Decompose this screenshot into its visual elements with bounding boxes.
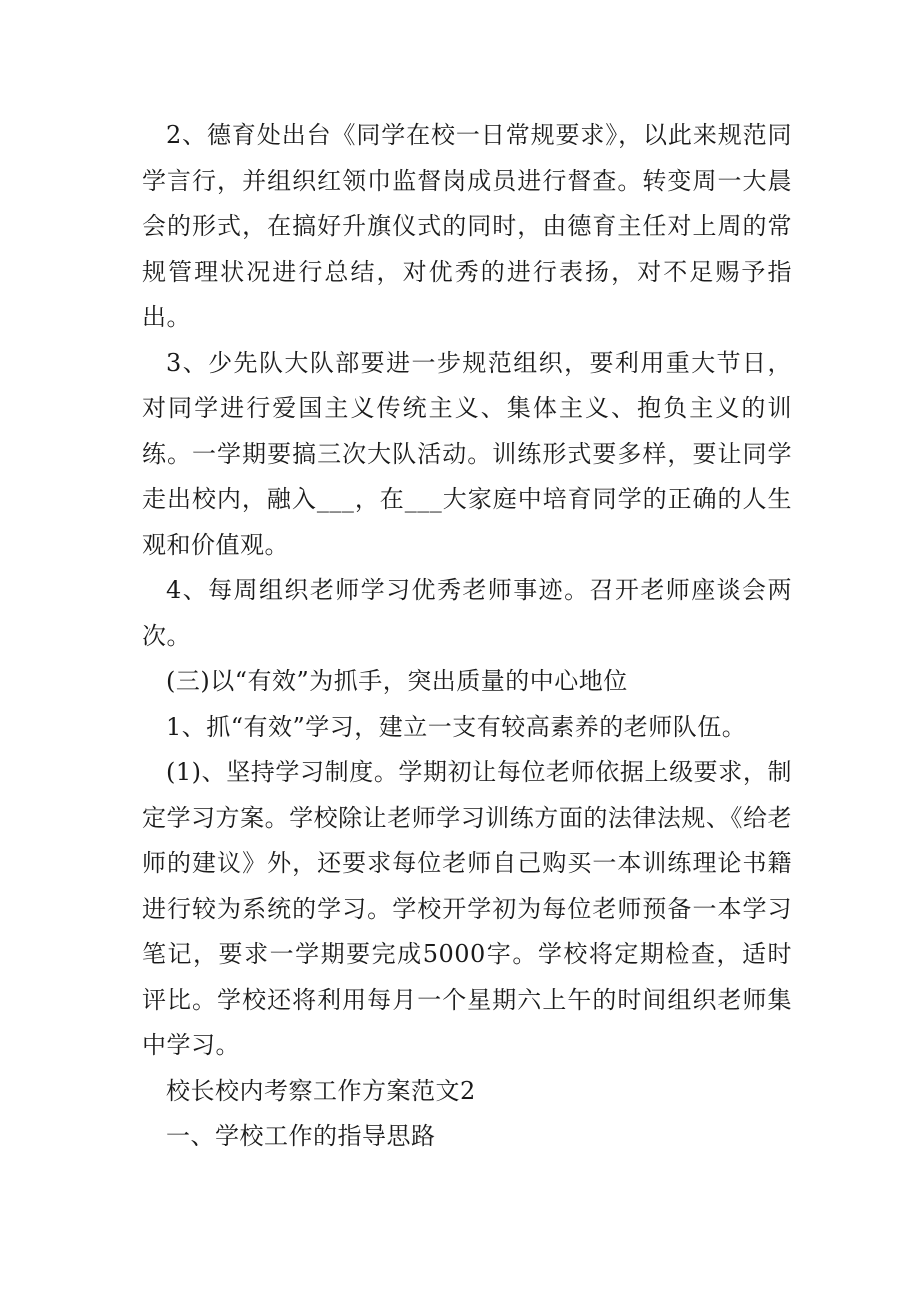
section-heading-guiding-ideas: 一、学校工作的指导思路 xyxy=(166,1122,436,1150)
paragraph-study-system: (1)、坚持学习制度。学期初让每位老师依据上级要求，制定学习方案。学校除让老师学习训练方面的法律法规、《给老师的建议》外，还要求每位老师自己购买一本训练理论书籍进行较为系统的学习。学校开学初为每位老师预备一本学习笔记，要求一学期要完成5000字。学校将定期检查，适时评比。学校还将利用每月一个星期六上午的时间组织老师集中学习。 xyxy=(142,758,792,1059)
document-title-sample-2: 校长校内考察工作方案范文2 xyxy=(166,1076,476,1105)
paragraph-young-pioneers: 3、少先队大队部要进一步规范组织，要利用重大节日，对同学进行爱国主义传统主义、集体主义、抱负主义的训练。一学期要搞三次大队活动。训练形式要多样，要让同学走出校内，融入___，在___大家庭中培育同学的正确的人生观和价值观。 xyxy=(142,348,792,559)
document-body xyxy=(142,113,792,1160)
paragraph-effective-learning: 1、抓“有效”学习，建立一支有较高素养的老师队伍。 xyxy=(166,712,747,741)
paragraph-moral-rules: 2、德育处出台《同学在校一日常规要求》，以此来规范同学言行，并组织红领巾监督岗成员进行督查。转变周一大晨会的形式，在搞好升旗仪式的同时，由德育主任对上周的常规管理状况进行总结，对优秀的进行表扬，对不足赐予指出。 xyxy=(142,121,792,331)
paragraph-teacher-study: 4、每周组织老师学习优秀老师事迹。召开老师座谈会两次。 xyxy=(142,576,792,650)
section-heading-effectiveness: (三)以“有效”为抓手，突出质量的中心地位 xyxy=(166,667,628,695)
